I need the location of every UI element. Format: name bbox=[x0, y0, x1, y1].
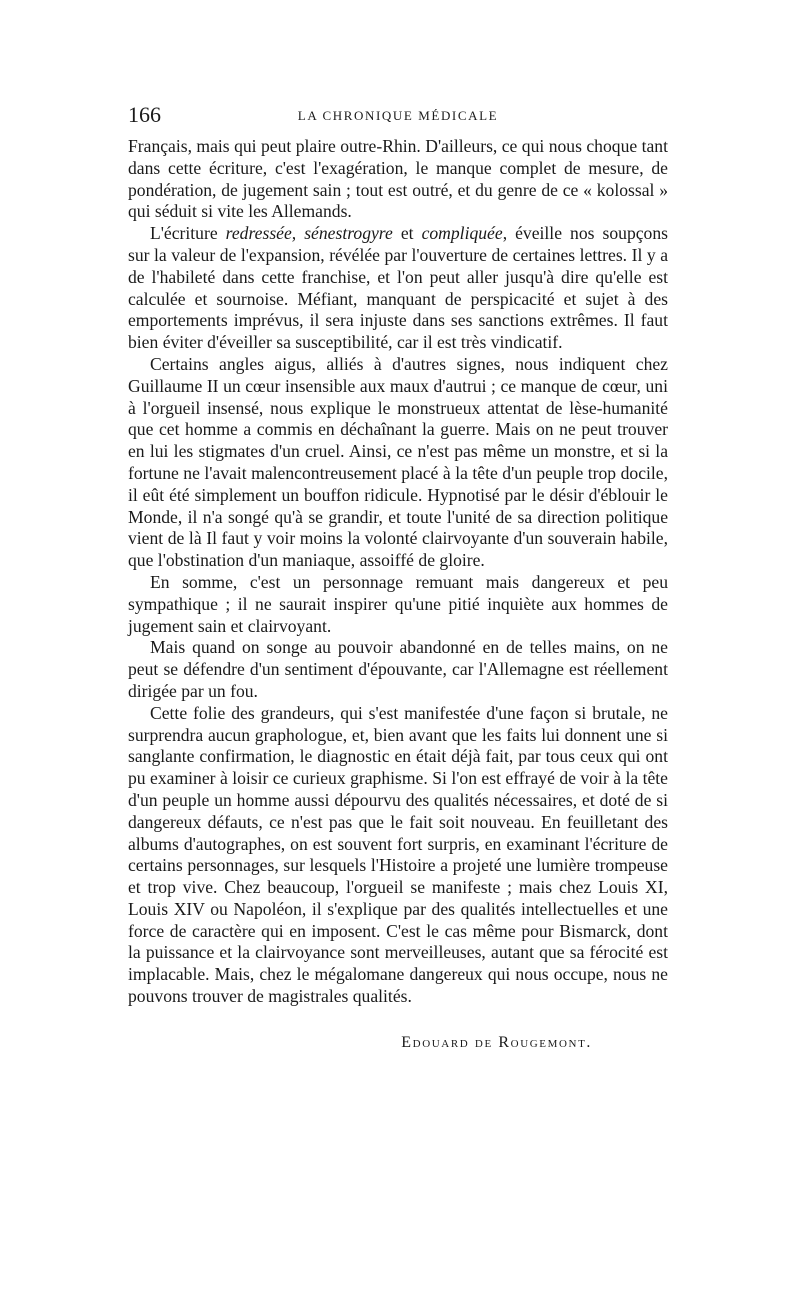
paragraph-2-emphasis-2: compliquée bbox=[421, 223, 503, 244]
paragraph-4: En somme, c'est un personnage remuant mais dangereux et peu sympathique ; il ne saurait inspirer qu'une pitié inquiète aux hommes de jugement sain et clairvoyant. bbox=[128, 571, 668, 636]
page-number: 166 bbox=[128, 102, 161, 127]
running-head bbox=[128, 100, 668, 130]
paragraph-2-emphasis-1: redressée, sénestrogyre bbox=[225, 223, 393, 244]
paragraph-2-rest: , éveille nos soupçons sur la valeur de l'expansion, révélée par l'ouverture de certaines lettres. Il y a de l'habileté dans cette franchise, et l'on peut aller jusqu'à dire qu'elle est calculée et sournoise. Méfiant, manquant de perspicacité et sujet à des emportements imprévus, il sera injuste dans ses sanctions extrêmes. Il faut bien éviter d'éveiller sa susceptibilité, car il est très vindicatif. bbox=[128, 223, 668, 353]
journal-title: LA CHRONIQUE MÉDICALE bbox=[297, 108, 499, 123]
paragraph-2-mid: et bbox=[392, 223, 422, 244]
paragraph-6: Cette folie des grandeurs, qui s'est manifestée d'une façon si brutale, ne surprendra aucun graphologue, et, bien avant que les faits lui donnent une si sanglante confirmation, le diagnostic en était déjà fait, par tous ceux qui ont pu examiner à loisir ce curieux graphisme. Si l'on est effrayé de voir à la tête d'un peuple un homme aussi dépourvu des qualités nécessaires, et doté de si dangereux défauts, ce n'est pas que le fait soit nouveau. En feuilletant des albums d'autographes, on est souvent fort surpris, en examinant l'écriture de certains personnages, sur lesquels l'Histoire a projeté une lumière trompeuse et trop vive. Chez beaucoup, l'orgueil se manifeste ; mais chez Louis XI, Louis XIV ou Napoléon, il s'explique par des qualités intellectuelles et une force de caractère qui en imposent. C'est le cas même pour Bismarck, dont la puissance et la clairvoyance sont merveilleuses, autant que sa férocité est implacable. Mais, chez le mégalomane dangereux qui nous occupe, nous ne pouvons trouver de magistrales qualités. bbox=[128, 702, 668, 1007]
paragraph-2 bbox=[128, 223, 668, 354]
page bbox=[128, 100, 668, 1052]
article-body bbox=[128, 136, 668, 1008]
paragraph-3: Certains angles aigus, alliés à d'autres signes, nous indiquent chez Guillaume II un cœur insensible aux maux d'autrui ; ce manque de cœur, uni à l'orgueil insensé, nous explique le monstrueux attentat de lèse-humanité que cet homme a commis en déchaînant la guerre. Mais on ne peut trouver en lui les stigmates d'un cruel. Ainsi, ce n'est pas même un monstre, et si la fortune ne l'avait malencontreusement placé à la tête d'un peuple trop docile, il eût été simplement un bouffon ridicule. Hypnotisé par le désir d'éblouir le Monde, il n'a songé qu'à se grandir, et toute l'unité de sa direction politique vient de là Il faut y voir moins la volonté clairvoyante d'un souverain habile, que l'obstination d'un maniaque, assoiffé de gloire. bbox=[128, 353, 668, 571]
author-signature: Edouard de Rougemont. bbox=[401, 1033, 592, 1051]
paragraph-5: Mais quand on songe au pouvoir abandonné en de telles mains, on ne peut se défendre d'un sentiment d'épouvante, car l'Allemagne est réellement dirigée par un fou. bbox=[128, 637, 668, 701]
paragraph-1: Français, mais qui peut plaire outre-Rhin. D'ailleurs, ce qui nous choque tant dans cette écriture, c'est l'exagération, le manque complet de mesure, de pondération, de jugement sain ; tout est outré, et du genre de ce « kolossal » qui séduit si vite les Allemands. bbox=[128, 136, 668, 222]
paragraph-2-start: L'écriture bbox=[150, 223, 226, 244]
